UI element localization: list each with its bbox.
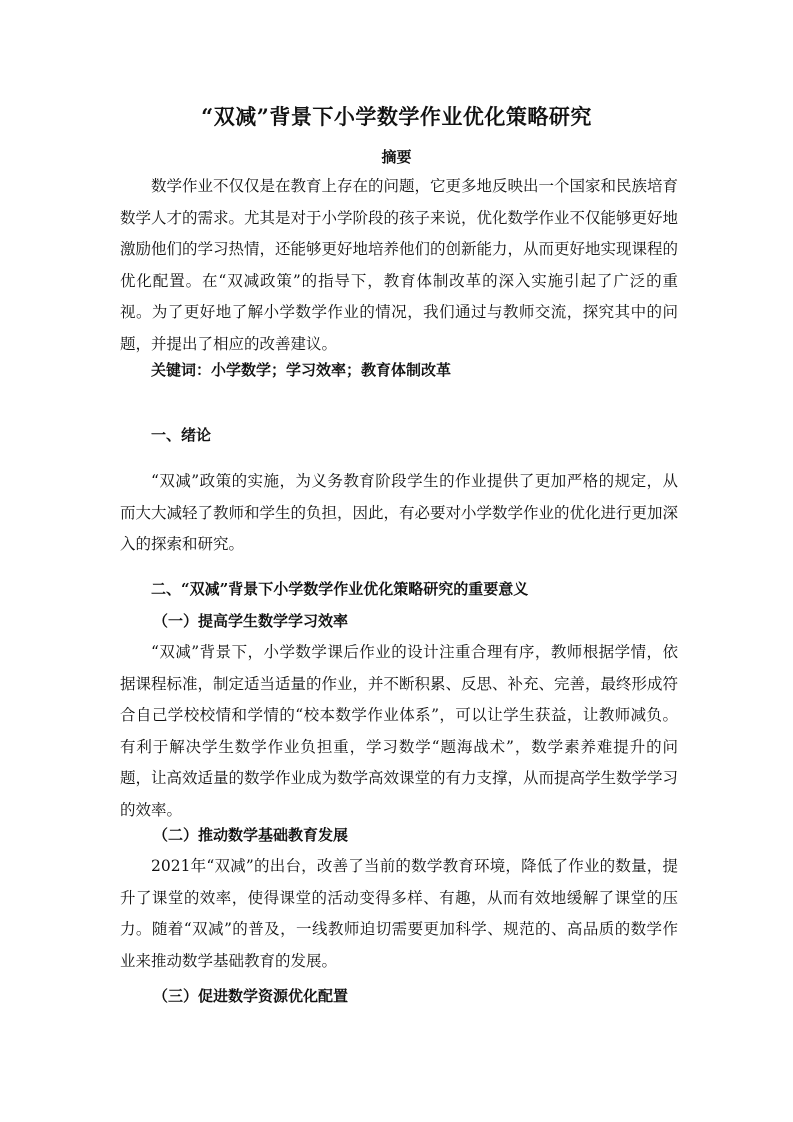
- section-1-paragraph: “双减”政策的实施，为义务教育阶段学生的作业提供了更加严格的规定，从而大大减轻了教师和学生的负担，因此，有必要对小学数学作业的优化进行更加深入的探索和研究。: [120, 472, 679, 553]
- abstract-paragraph: 数学作业不仅仅是在教育上存在的问题，它更多地反映出一个国家和民族培育数学人才的需求。尤其是对于小学阶段的孩子来说，优化数学作业不仅能够更好地激励他们的学习热情，还能够更好地培养他们的创新能力，从而更好地实现课程的优化配置。在“双减政策”的指导下，教育体制改革的深入实施引起了广泛的重视。为了更好地了解小学数学作业的情况，我们通过与教师交流，探究其中的问题，并提出了相应的改善建议。: [120, 177, 679, 353]
- section-2-2-heading: （二）推动数学基础教育发展: [153, 826, 349, 844]
- section-2-3-heading: （三）促进数学资源优化配置: [153, 987, 349, 1005]
- document-title: “双减”背景下小学数学作业优化策略研究: [201, 104, 592, 129]
- section-1-heading: 一、绪论: [151, 426, 212, 444]
- section-2-1-heading: （一）提高学生数学学习效率: [153, 612, 349, 630]
- abstract-heading: 摘要: [381, 148, 412, 166]
- keywords-line: 关键词：小学数学；学习效率；教育体制改革: [151, 361, 452, 379]
- section-2-2-paragraph: 2021年“双减”的出台，改善了当前的数学教育环境，降低了作业的数量，提升了课堂的效率，使得课堂的活动变得多样、有趣，从而有效地缓解了课堂的压力。随着“双减”的普及，一线教师迫切需要更加科学、规范的、高品质的数学作业来推动数学基础教育的发展。: [120, 857, 678, 970]
- section-2-heading: 二、“双减”背景下小学数学作业优化策略研究的重要意义: [151, 580, 529, 598]
- section-2-1-paragraph: “双减”背景下，小学数学课后作业的设计注重合理有序，教师根据学情，依据课程标准，制定适当适量的作业，并不断积累、反思、补充、完善，最终形成符合自己学校校情和学情的“校本数学作业体系”，可以让学生获益，让教师减负。有利于解决学生数学作业负担重，学习数学“题海战术”，数学素养难提升的问题，让高效适量的数学作业成为数学高效课堂的有力支撑，从而提高学生数学学习的效率。: [120, 643, 679, 819]
